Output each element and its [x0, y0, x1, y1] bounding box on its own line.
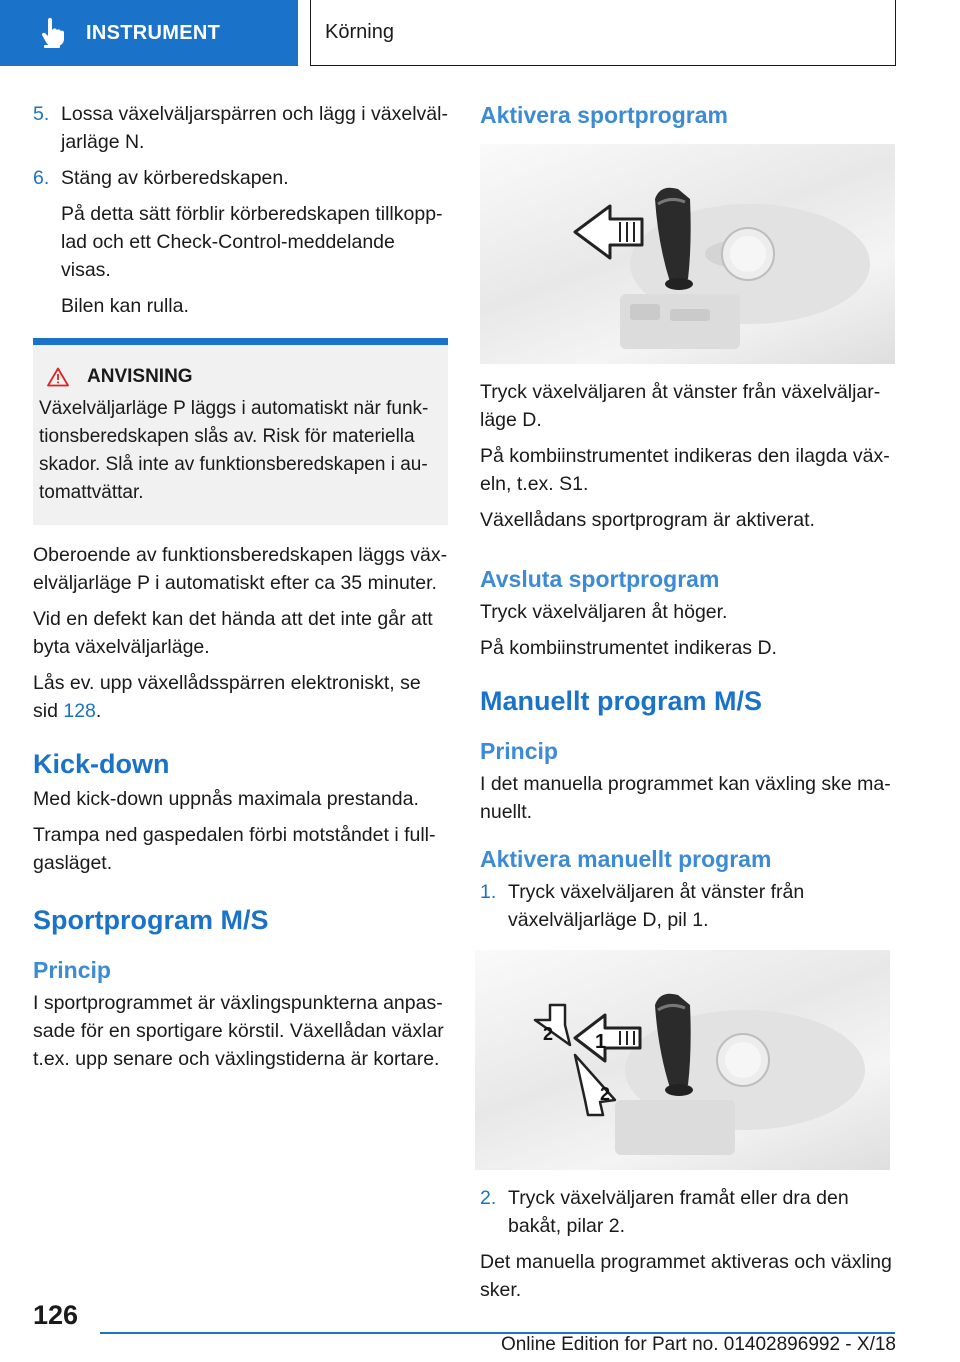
step-2 — [480, 1184, 895, 1240]
step-6-note: Bilen kan rulla. — [61, 295, 189, 317]
paragraph: Vid en defekt kan det hända att det inte går att byta växelväljarläge. — [33, 608, 433, 658]
footer-edition: Online Edition for Part no. 01402896992 - X/18 — [500, 1334, 896, 1355]
notice-title — [39, 363, 442, 391]
paragraph: Växellådans sportprogram är aktiverat. — [480, 509, 815, 531]
step-text: Tryck växelväljaren framåt eller dra den bakåt, pilar 2. — [508, 1187, 849, 1237]
arrow-label-1: 1 — [595, 1031, 607, 1053]
paragraph — [33, 669, 448, 725]
paragraph: Trampa ned gaspedalen förbi motståndet i fullgasläget. — [33, 824, 436, 874]
warning-triangle-icon — [47, 367, 69, 387]
step-5 — [33, 100, 448, 156]
paragraph: På kombiinstrumentet indikeras den ilagda växeln, t.ex. S1. — [480, 445, 890, 495]
notice-body: Växelväljarläge P läggs i automatiskt när funktionsberedskapen slås av. Risk för materiella skador. Slå inte av funktionsberedskapen i automattvättar. — [39, 398, 429, 503]
section-title: Körning — [310, 0, 896, 66]
heading-manual-program: Manuellt program M/S — [480, 686, 763, 716]
page-header — [0, 0, 960, 66]
paragraph: På kombiinstrumentet indikeras D. — [480, 637, 777, 659]
paragraph: Tryck växelväljaren åt vänster från växelväljarläge D. — [480, 381, 881, 431]
paragraph: Det manuella programmet aktiveras och växling sker. — [480, 1251, 892, 1301]
paragraph: Tryck växelväljaren åt höger. — [480, 601, 728, 623]
arrow-label-2b: 2 — [600, 1084, 611, 1104]
heading-activate-sport: Aktivera sportprogram — [480, 102, 728, 128]
heading-activate-manual: Aktivera manuellt program — [480, 846, 772, 872]
step-6 — [33, 164, 448, 192]
step-text: Stäng av körberedskapen. — [61, 167, 289, 189]
gear-selector-illustration — [480, 144, 895, 364]
step-6-detail: På detta sätt förblir körberedskapen tillkopplad och ett Check-Control-meddelande visas. — [61, 203, 443, 281]
gear-selector-photo-2 — [475, 950, 890, 1170]
notice-box — [33, 338, 448, 525]
step-number: 6. — [33, 167, 50, 189]
heading-princip: Princip — [33, 957, 111, 983]
page-number: 126 — [33, 1300, 79, 1330]
right-column — [480, 100, 895, 1312]
gear-selector-arrows-illustration — [475, 950, 890, 1170]
paragraph-end: . — [95, 700, 102, 722]
chapter-tab[interactable] — [0, 0, 298, 66]
page-link[interactable]: 128 — [63, 700, 96, 722]
step-text: Tryck växelväljaren åt vänster från växelväljarläge D, pil 1. — [508, 881, 805, 931]
paragraph: I det manuella programmet kan växling ske manuellt. — [480, 773, 891, 823]
step-number: 1. — [480, 881, 497, 903]
step-1 — [480, 878, 895, 934]
chapter-tab-label: INSTRUMENT — [86, 21, 221, 44]
step-text: Lossa växelväljarspärren och lägg i växelväljarläge N. — [61, 103, 448, 153]
hand-pointer-icon — [40, 18, 66, 48]
paragraph: Med kick-down uppnås maximala prestanda. — [33, 788, 419, 810]
gear-selector-photo-1 — [480, 144, 895, 364]
notice-title-text: ANVISNING — [87, 366, 193, 387]
heading-princip: Princip — [480, 738, 558, 764]
step-number: 5. — [33, 103, 50, 125]
paragraph: Oberoende av funktionsberedskapen läggs växelväljarläge P i automatiskt efter ca 35 minuter. — [33, 544, 448, 594]
heading-sportprogram: Sportprogram M/S — [33, 905, 269, 935]
left-column — [33, 100, 448, 1081]
heading-kick-down: Kick-down — [33, 749, 170, 779]
step-number: 2. — [480, 1187, 497, 1209]
heading-end-sport: Avsluta sportprogram — [480, 566, 720, 592]
paragraph: I sportprogrammet är växlingspunkterna anpassade för en sportigare körstil. Växellådan växlar t.ex. upp senare och växlingstiderna är kortare. — [33, 992, 444, 1070]
arrow-label-2a: 2 — [543, 1024, 554, 1044]
paragraph-text: Lås ev. upp växellådsspärren elektroniskt, se sid — [33, 672, 421, 722]
